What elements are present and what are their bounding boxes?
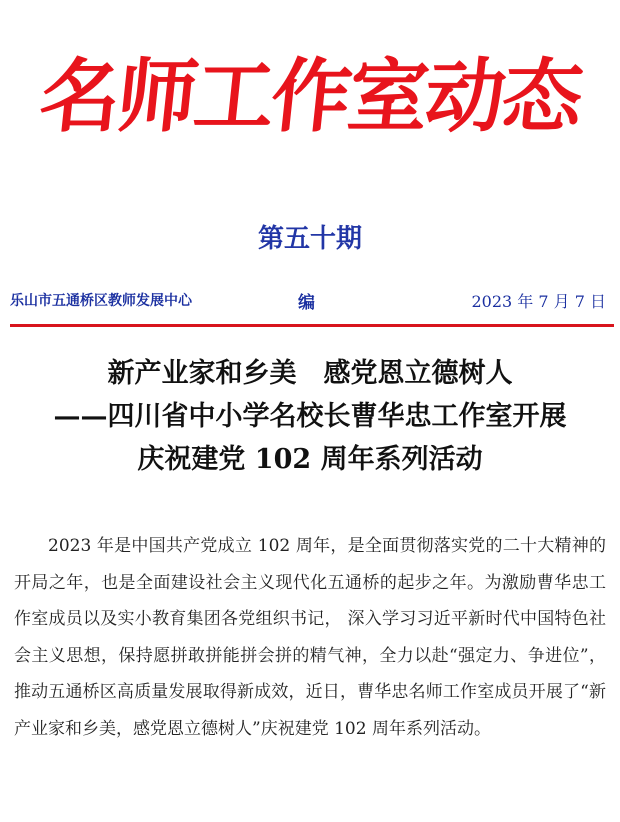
edit-label: 编 bbox=[298, 293, 315, 313]
article-title-line-1: 新产业家和乡美 感党恩立德树人 bbox=[107, 358, 513, 389]
publication-info-row bbox=[0, 286, 620, 314]
header-divider bbox=[10, 324, 614, 327]
article-title-line-2: ——四川省中小学名校长曹华忠工作室开展 bbox=[53, 401, 567, 432]
publication-date: 2023 年 7 月 7 日 bbox=[471, 292, 606, 311]
article-title-line-3: 庆祝建党 102 周年系列活动 bbox=[137, 444, 483, 475]
article-body-paragraph: 2023 年是中国共产党成立 102 周年，是全面贯彻落实党的二十大精神的开局之年，也是全面建设社会主义现代化五通桥的起步之年。为激励曹华忠工作室成员以及实小教育集团各党组织书记， 深入学习习近平新时代中国特色社会主义思想，保持愿拼敢拼能拼会拼的精气神，全力以赴“强定力、争进位”，推动五通桥区高质量发展取得新成效，近日，曹华忠名师工作室成员开展了“新产业家和乡美，感党恩立德树人”庆祝建党 102 周年系列活动。 bbox=[14, 536, 606, 739]
masthead-title: 名师工作室动态 bbox=[35, 50, 585, 143]
issue-number: 第五十期 bbox=[257, 224, 362, 254]
publisher-name: 乐山市五通桥区教师发展中心 bbox=[10, 293, 192, 309]
